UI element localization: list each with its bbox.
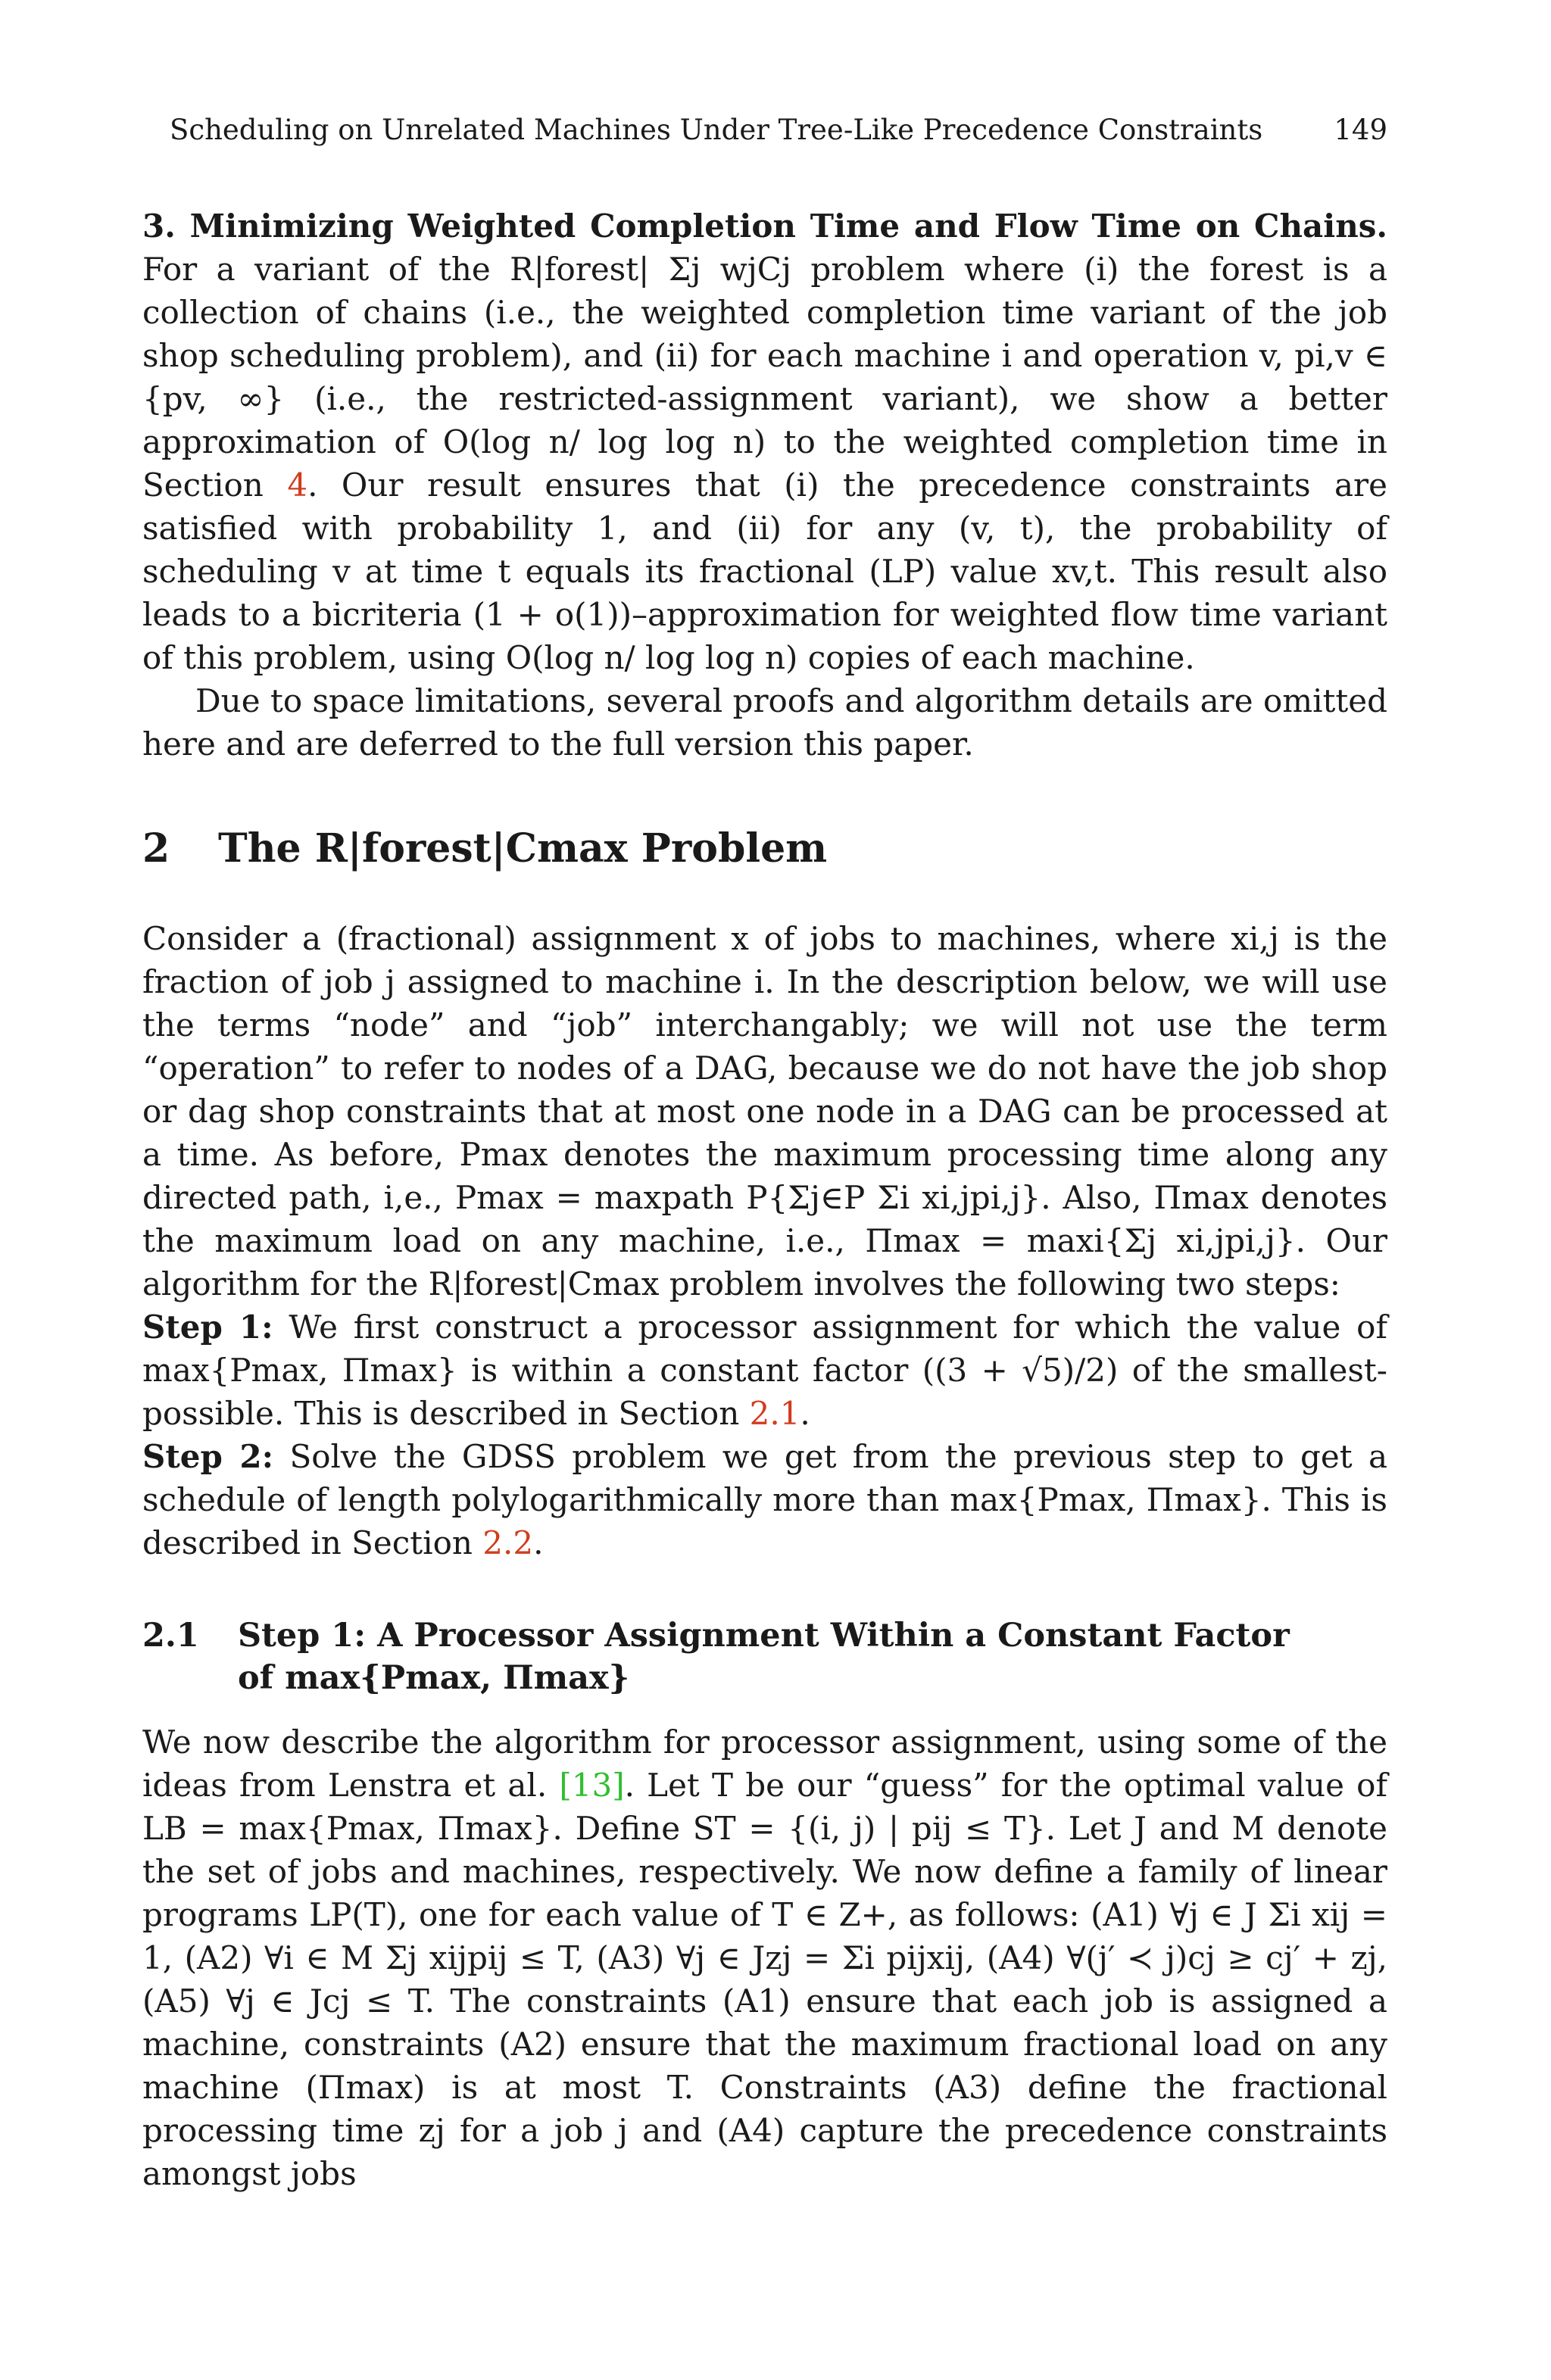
section-2-title: The R|forest|Cmax Problem <box>218 825 828 872</box>
subsection-2-1-number: 2.1 <box>142 1617 199 1655</box>
section-2-heading <box>142 825 1387 873</box>
intro-item-3 <box>142 204 1387 679</box>
step-1: Step 1: We first construct a processor assignment for which the value of max{Pmax, Πmax} is within a constant factor ((3 + √5)/2) of the smallest-possible. This is described in Section 2.1. <box>142 1309 1388 1432</box>
running-header <box>142 114 1387 146</box>
item3-text-after: . Our result ensures that (i) the precedence constraints are satisfied with probability 1, and (ii) for any (v, t), the probability of scheduling v at time t equals its fractional (LP) value xv,t. This result also leads to a bicriteria (1 + o(1))–approximation for weighted flow time variant of this problem, using O(log n/ log log n) copies of each machine. <box>142 466 1387 676</box>
step-1-text: We first construct a processor assignment for which the value of max{Pmax, Πmax} is within a constant factor ((3 + √5)/2) of the smallest-possible. This is described in Section <box>142 1309 1388 1432</box>
section-2-number: 2 <box>142 825 170 872</box>
section-ref-2-1[interactable]: 2.1 <box>749 1395 800 1432</box>
subsection-title-line1: Step 1: A Processor Assignment Within a Constant Factor <box>238 1617 1290 1655</box>
step-1-label: Step 1: <box>142 1309 273 1346</box>
page-number: 149 <box>1334 114 1387 146</box>
subsection-2-1-paragraph <box>142 1720 1387 2195</box>
step-2-label: Step 2: <box>142 1438 274 1475</box>
section-ref-2-2[interactable]: 2.2 <box>482 1524 534 1561</box>
subsection-2-1-heading <box>142 1614 1387 1699</box>
subsection-2-1-title <box>238 1614 1290 1699</box>
running-title: Scheduling on Unrelated Machines Under Tree-Like Precedence Constraints <box>170 114 1263 146</box>
step-2: Step 2: Solve the GDSS problem we get from the previous step to get a schedule of length polylogarithmically more than max{Pmax, Πmax}. This is described in Section 2.2. <box>142 1438 1387 1561</box>
section-ref-4[interactable]: 4 <box>287 466 308 504</box>
step-2-text: Solve the GDSS problem we get from the previous step to get a schedule of length polylogarithmically more than max{Pmax, Πmax}. This is described in Section <box>142 1438 1387 1561</box>
item3-lead: 3. Minimizing Weighted Completion Time and Flow Time on Chains. <box>142 207 1387 245</box>
citation-13[interactable]: [13] <box>559 1767 625 1804</box>
subsection-title-line2: of max{Pmax, Πmax} <box>238 1659 630 1697</box>
section-2-paragraph: Consider a (fractional) assignment x of jobs to machines, where xi,j is the fraction of job j assigned to machine i. In the description below, we will use the terms “node” and “job” interchangably; we will not use the term “operation” to refer to nodes of a DAG, because we do not have the job shop or dag shop constraints that at most one node in a DAG can be processed at a time. As before, Pmax denotes the maximum processing time along any directed path, i,e., Pmax = maxpath P{Σj∈P Σi xi,jpi,j}. Also, Πmax denotes the maximum load on any machine, i.e., Πmax = maxi{Σj xi,jpi,j}. Our algorithm for the R|forest|Cmax problem involves the following two steps: <box>142 920 1387 1302</box>
page-body <box>142 204 1387 2195</box>
space-limitations-note: Due to space limitations, several proofs and algorithm details are omitted here and are deferred to the full version this paper. <box>142 682 1387 763</box>
item3-text: For a variant of the R|forest| Σj wjCj problem where (i) the forest is a collection of chains (i.e., the weighted completion time variant of the job shop scheduling problem), and (ii) for each machine i and operation v, pi,v ∈ {pv, ∞} (i.e., the restricted-assignment variant), we show a better approximation of O(log n/ log log n) to the weighted completion time in Section <box>142 251 1387 504</box>
para-b: . Let T be our “guess” for the optimal value of LB = max{Pmax, Πmax}. Define ST = {(i, j) | pij ≤ T}. Let J and M denote the set of jobs and machines, respectively. We now define a family of linear programs LP(T), one for each value of T ∈ Z+, as follows: (A1) ∀j ∈ J Σi xij = 1, (A2) ∀i ∈ M Σj xijpij ≤ T, (A3) ∀j ∈ Jzj = Σi pijxij, (A4) ∀(j′ ≺ j)cj ≥ cj′ + zj, (A5) ∀j ∈ Jcj ≤ T. The constraints (A1) ensure that each job is assigned a machine, constraints (A2) ensure that the maximum fractional load on any machine (Πmax) is at most T. Constraints (A3) define the fractional processing time zj for a job j and (A4) capture the precedence constraints amongst jobs <box>142 1767 1387 2192</box>
para-a: We now describe the algorithm for processor assignment, using some of the ideas from Lenstra et al. <box>142 1723 1387 1804</box>
